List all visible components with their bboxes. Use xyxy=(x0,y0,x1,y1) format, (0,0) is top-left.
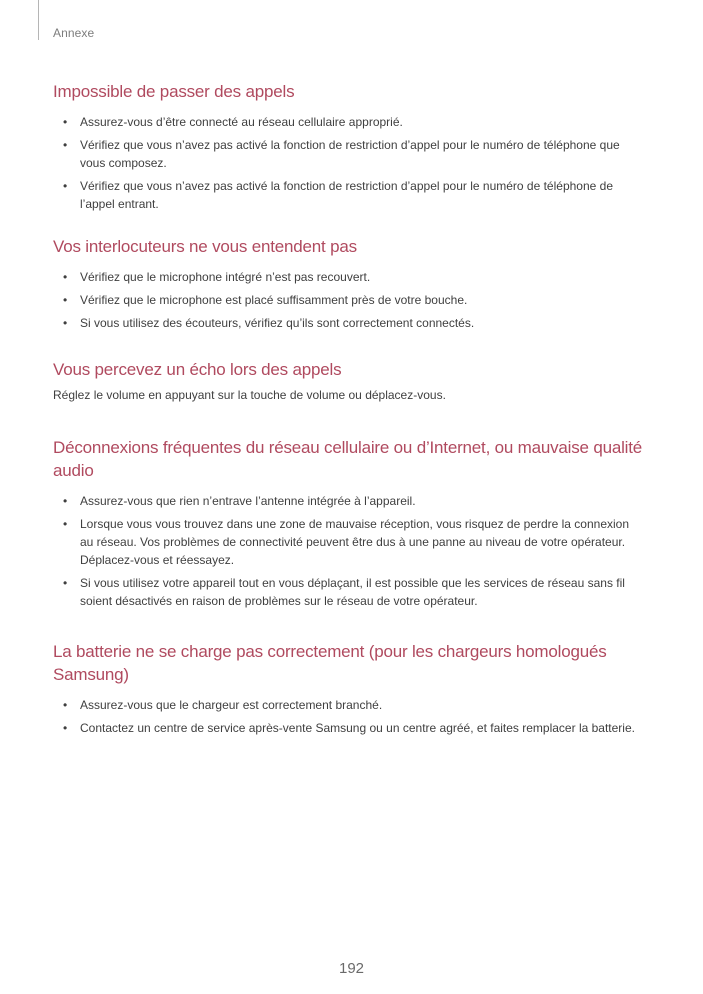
list-item xyxy=(53,515,643,569)
list-item xyxy=(53,291,643,309)
section-title: Impossible de passer des appels xyxy=(53,82,295,101)
margin-rule xyxy=(38,0,39,40)
list-item xyxy=(53,492,643,510)
list-item-text: Si vous utilisez votre appareil tout en vous déplaçant, il est possible que les services de réseau sans fil soient désactivés en raison de problèmes sur le réseau de votre opérateur. xyxy=(80,576,625,608)
list-item-text: Contactez un centre de service après-vente Samsung ou un centre agréé, et faites remplacer la batterie. xyxy=(80,721,635,735)
page-content xyxy=(53,80,643,737)
list-item-text: Lorsque vous vous trouvez dans une zone de mauvaise réception, vous risquez de perdre la connexion au réseau. Vos problèmes de connectivité peuvent être dus à une panne au niveau de votre opérateur. Déplacez-vous et réessayez. xyxy=(80,517,630,567)
page-number: 192 xyxy=(338,960,365,977)
running-header: Annexe xyxy=(53,26,95,40)
bullet-icon: • xyxy=(63,517,68,531)
bullet-icon: • xyxy=(63,293,68,307)
bullet-icon: • xyxy=(63,115,68,129)
section-cannot-make-calls xyxy=(53,80,643,213)
section-title: Vous percevez un écho lors des appels xyxy=(53,360,342,379)
section-caller-cannot-hear xyxy=(53,235,643,332)
bullet-list xyxy=(53,492,643,610)
section-title: Déconnexions fréquentes du réseau cellulaire ou d’Internet, ou mauvaise qualité audio xyxy=(53,438,643,480)
list-item-text: Vérifiez que le microphone intégré n’est pas recouvert. xyxy=(80,270,371,284)
list-item xyxy=(53,574,643,610)
list-item xyxy=(53,719,643,737)
section-title: La batterie ne se charge pas correctement (pour les chargeurs homologués Samsung) xyxy=(53,642,607,684)
section-title: Vos interlocuteurs ne vous entendent pas xyxy=(53,237,357,256)
bullet-icon: • xyxy=(63,138,68,152)
bullet-list xyxy=(53,113,643,213)
list-item xyxy=(53,696,643,714)
section-battery-not-charging xyxy=(53,640,643,737)
bullet-list xyxy=(53,696,643,737)
list-item xyxy=(53,314,643,332)
list-item-text: Assurez-vous que rien n’entrave l’antenne intégrée à l’appareil. xyxy=(80,494,416,508)
bullet-list xyxy=(53,268,643,332)
list-item xyxy=(53,268,643,286)
bullet-icon: • xyxy=(63,316,68,330)
section-echo-during-calls xyxy=(53,358,643,404)
list-item xyxy=(53,136,643,172)
list-item-text: Assurez-vous d’être connecté au réseau cellulaire approprié. xyxy=(80,115,403,129)
list-item-text: Vérifiez que vous n’avez pas activé la fonction de restriction d’appel pour le numéro de téléphone de l’appel entrant. xyxy=(80,179,613,211)
section-network-disconnections xyxy=(53,436,643,610)
bullet-icon: • xyxy=(63,270,68,284)
list-item-text: Si vous utilisez des écouteurs, vérifiez qu’ils sont correctement connectés. xyxy=(80,316,475,330)
section-paragraph: Réglez le volume en appuyant sur la touche de volume ou déplacez-vous. xyxy=(53,388,446,402)
bullet-icon: • xyxy=(63,494,68,508)
bullet-icon: • xyxy=(63,179,68,193)
list-item-text: Vérifiez que le microphone est placé suffisamment près de votre bouche. xyxy=(80,293,468,307)
bullet-icon: • xyxy=(63,721,68,735)
list-item xyxy=(53,177,643,213)
bullet-icon: • xyxy=(63,576,68,590)
list-item xyxy=(53,113,643,131)
list-item-text: Assurez-vous que le chargeur est correctement branché. xyxy=(80,698,383,712)
bullet-icon: • xyxy=(63,698,68,712)
list-item-text: Vérifiez que vous n’avez pas activé la fonction de restriction d’appel pour le numéro de téléphone que vous composez. xyxy=(80,138,620,170)
